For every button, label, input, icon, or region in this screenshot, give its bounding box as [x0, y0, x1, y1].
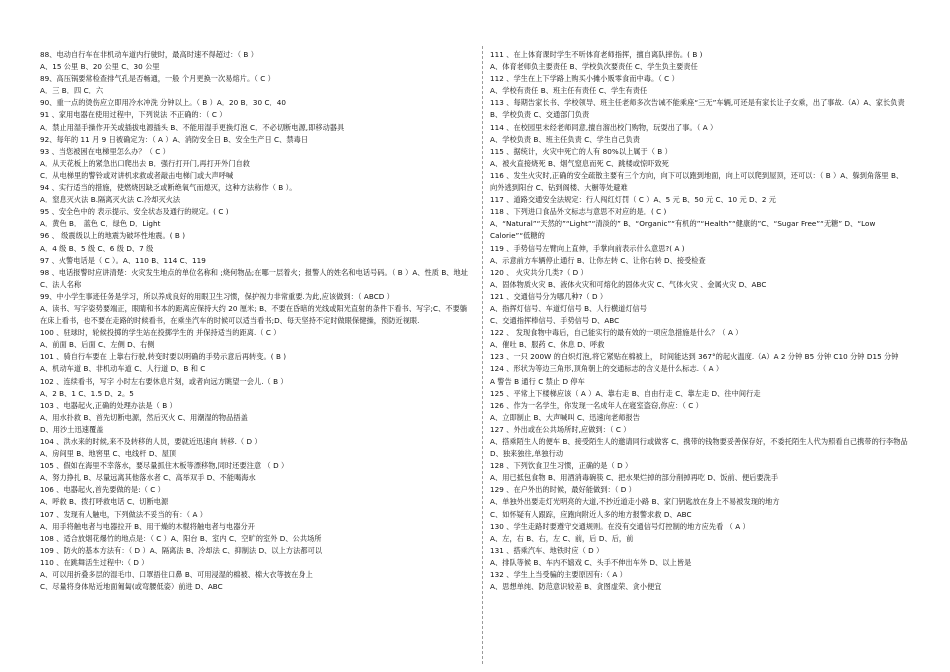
text-line: D、用沙土迅速覆盖: [40, 424, 104, 434]
text-line: A、学校有责任 B、班主任有责任 C、学生有责任: [490, 86, 648, 96]
text-line: A、体育老师负主要责任 B、学校负次要责任 C、学生负主要责任: [490, 62, 698, 72]
text-line: A、读书、写字姿势要端正，眼睛和书本的距离应保持大约 20 厘米; B、不要在昏暗的光线或阳光直射的条件下看书、写字;C、不要躺在床上看书，也不要在走路的时候看书，在乘坐汽车的时候可以适当看书;D、每天坚持不定时做眼保健操，预防近视眼.: [40, 303, 468, 326]
text-line: 116 、发生火灾时,正确的安全疏散主要有三个方向，向下可以跑到地面，向上可以爬到屋顶，还可以：（ B ）A、躲到角落里 B、向外逃到阳台 C、钻到阁楼、大橱等处避难: [490, 170, 904, 193]
column-divider: [482, 46, 483, 664]
text-line: 99、中小学生事迹任务是学习，所以养成良好的用眼卫生习惯，保护视力非常重要.为此,应该做到：（ ABCD ）: [40, 291, 394, 301]
text-line: A、15 公里 B、20 公里 C、30 公里: [40, 62, 160, 72]
text-line: 120 、 火灾共分几类?（ D ）: [490, 267, 588, 277]
text-line: 124 、形状为等边三角形,顶角朝上的交通标志的含义是什么标志.（ A ）: [490, 364, 724, 374]
text-line: 100 、驻球时，轮候投掷的学生站在投掷学生的 并保持适当的距离.（ C ）: [40, 328, 281, 338]
text-line: A、用水扑救 B、首先切断电源，然后灭火 C、用潮湿的物品捂盖: [40, 412, 248, 422]
text-line: 106 、电器起火,首先要做的是:（ C ）: [40, 485, 165, 495]
text-line: 88、电动自行车在非机动车道内行驶时，最高时速不得超过：（ B ）: [40, 50, 258, 59]
text-line: 127 、外出或在公共场所时,应做到：（ C ）: [490, 424, 631, 434]
text-line: A、呼救 B、拨打呼救电话 C、切断电源: [40, 497, 169, 507]
text-line: A、学校负责 B、班主任负责 C、学生自己负责: [490, 134, 640, 144]
text-line: A．从天花板上的紧急出口爬出去 B．强行打开门,再打开外门自救: [40, 158, 251, 168]
text-line: 101 、骑自行车要在 上靠右行驶,转变时要以明确的手势示意后再转变。( B ): [40, 352, 287, 362]
text-line: A、催吐 B、服药 C、休息 D、呼救: [490, 340, 605, 350]
text-line: 119 、手势信号左臂向上直伸，手掌向前表示什么意思?( A ): [490, 243, 685, 253]
text-line: 113 、每期告家长书、学校领导、班主任老师多次告诫不能乘座“三无”车辆,可还是有家长让子女乘，出了事故.（A）A、家长负责 B、学校负责 C、交通部门负责: [490, 98, 905, 120]
left-column: [40, 49, 472, 593]
text-line: A、用手将触电者与电器拉开 B、用干燥的木棍将触电者与电器分开: [40, 521, 255, 531]
text-line: 126 、作为一名学生，你发现一名成年人在寝室盗窃,你应：（ C ）: [490, 400, 703, 410]
text-line: A、2 B、1 C、1.5 D、2。5: [40, 388, 134, 398]
text-line: 105 、假如在海里不幸落水，要尽量抓住木板等漂移物,同时还要注意 （ D ）: [40, 461, 289, 471]
text-line: A、单独外出要走灯光明亮的大道,不抄近道走小路 B、家门钥匙放在身上不易被发现的地方: [490, 497, 780, 507]
text-line: A．黄色 B． 蓝色 C．绿色 D．Light: [40, 219, 161, 229]
text-line: 110 、在跳舞活生过程中:（ D ）: [40, 557, 149, 567]
text-line: A、固体物质火灾 B、液体火灾和可熔化的固体火灾 C、气体火灾 、金属火灾 D、ABC: [490, 279, 767, 289]
text-line: 93 、当您被困在电梯里怎么办？（ C ）: [40, 146, 170, 156]
text-line: 95 、安全色中的 表示提示、安全状态及通行的规定。( C ): [40, 207, 229, 217]
text-line: 109 、防火的基本方法有：（ D ）A、隔离法 B、冷却法 C、抑制法 D、以上方法都可以: [40, 545, 323, 555]
text-line: A、“Natural”“天然的”“Light”“清淡的” B、“Organic”“有机的”“Health”“健康的”C、“Sugar Free”“无糖” D、“Low Calorie”“低糖的: [490, 219, 876, 241]
text-line: A、前面 B、后面 C、左侧 D、右侧: [40, 340, 155, 350]
text-line: C．从电梯里的警铃或对讲机求救或者敲击电梯门或大声呼喊: [40, 170, 234, 180]
text-line: 112 、学生在上下学路上购买小摊小贩零食而中毒。（ C ）: [490, 74, 679, 84]
text-line: A、机动车道 B、非机动车道 C、人行道 D、B 和 C: [40, 364, 206, 374]
text-line: 90、重一点的烫伤应立即用冷水冲洗 分钟以上。（ B ）A．20 B．30 C．40: [40, 98, 286, 108]
text-line: A、被火直接烧死 B、烟气窒息而死 C、跳楼或惊吓致死: [490, 158, 669, 168]
text-line: 122 、 发现食物中毒后，自己能实行的最有效的一项应急措施是什么？（ A ）: [490, 328, 743, 338]
text-line: 96 、 级震级以上的地震为破坏性地震。( B ): [40, 231, 186, 241]
text-line: 102 、连续看书，写字 小时左右要休息片刻，或者向远方眺望一会儿.（ B ）: [40, 376, 288, 386]
text-line: 97 、火警电话是（ C ）。A、110 B、114 C、119: [40, 255, 206, 265]
right-column: [490, 49, 910, 593]
text-line: 108 、适合放烟花爆竹的地点是：（ C ）A、阳台 B、室内 C、空旷的室外 D、公共场所: [40, 533, 322, 543]
text-line: A、立即制止 B、大声喊叫 C、迅速向老师报告: [490, 412, 640, 422]
text-line: A、搭乘陌生人的便车 B、接受陌生人的邀请同行或做客 C、携带的钱物要妥善保存好，不委托陌生人代为照看自己携带的行李物品 D、独来独往,单独行动: [490, 437, 908, 459]
text-line: 107 、发现有人触电，下列做法不妥当的有：（ A ）: [40, 509, 207, 519]
text-line: 129 、在户外出的时候，最好能做到：（ D ）: [490, 485, 636, 495]
text-line: 132 、学生上当受骗的主要原因有:（ A ）: [490, 570, 627, 580]
text-line: 128 、下列饮食卫生习惯，正确的是（ D ）: [490, 461, 633, 471]
text-line: 89、高压锅要常检查排气孔是否畅通，一般 个月更换一次易熔片。（ C ）: [40, 74, 275, 84]
text-line: 118 、下列进口食品外文标志与意思不对应的是．( C ): [490, 207, 667, 217]
text-line: 92、每年的 11 月 9 日被确定为：（ A ）A、消防安全日 B、安全生产日 C、禁毒日: [40, 134, 309, 144]
text-line: A．窒息灭火法 B.隔离灭火法 C.冷却灭火法: [40, 195, 181, 205]
text-line: A、排队等候 B、车内不嬉戏 C、头手不伸出车外 D、以上皆是: [490, 557, 692, 567]
text-line: 121 、交通信号分为哪几种?（ D ）: [490, 291, 608, 301]
text-line: A、示意前方车辆停止通行 B、让你左转 C、让你右转 D、接受检查: [490, 255, 706, 265]
text-line: A 警告 B 通行 C 禁止 D 停车: [490, 376, 585, 386]
text-line: A、房间里 B、地窖里 C、电线杆 D、屋顶: [40, 449, 177, 459]
text-line: 123 、一只 200W 的白炽灯泡,将它紧贴在棉被上， 时间能达到 367°的起火温度.（A）A 2 分钟 B5 分钟 C10 分钟 D15 分钟: [490, 352, 899, 362]
text-line: 111 、在上体育课时学生不听体育老师指挥，擅自离队摔伤。( B ): [490, 50, 703, 59]
text-line: 130 、学生走路时要遵守交通规则。在没有交通信号灯控制的地方应先看 （ A ）: [490, 521, 750, 531]
text-line: A、努力挣扎 B、尽量远离其他落水者 C、高举双手 D、不能喝海水: [40, 473, 256, 483]
text-line: A、可以用折叠多层的湿毛巾、口罩捂住口鼻 B、可用浸湿的棉被、棉大衣等披在身上: [40, 570, 313, 580]
text-line: A、左，右 B、右，左 C、前，后 D、后，前: [490, 533, 634, 543]
text-line: 115 、据统计，火灾中死亡的人有 80%以上属于（ B ）: [490, 146, 672, 156]
text-line: A．禁止用湿手操作开关或插拔电源插头 B、不能用湿手更换灯泡 C．不必切断电源,即移动器具: [40, 122, 345, 132]
text-line: C、尽量将身体贴近地面匍匐(或弯腰低姿）前进 D、ABC: [40, 582, 223, 592]
text-line: 94 、实行适当的措施，使燃烧因缺乏或断绝氧气而熄灭，这种方法称作（ B ）。: [40, 183, 297, 193]
text-line: 117 、道路交通安全法规定：行人闯红灯罚（ C ）A、5 元 B、50 元 C、10 元 D、2 元: [490, 195, 777, 205]
text-line: A、思想单纯、防范意识较差 B、贪图虚荣、贪小便宜: [490, 582, 662, 592]
text-line: 114 、在校园里未经老师同意,擅自溜出校门购物，玩耍出了事。（ A ）: [490, 122, 718, 132]
text-line: 91 、家用电器在使用过程中，下列说法 不正确的：（ C ）: [40, 110, 227, 120]
text-line: C、如怀疑有人跟踪，应跑向附近人多的地方报警求救 D、ABC: [490, 509, 692, 519]
text-line: 131 、搭乘汽车、地铁时应（ D ）: [490, 545, 604, 555]
text-line: 98 、电话报警时应讲清楚：火灾发生地点的单位名称和 ;烧何物品;在哪一层着火；报警人的姓名和电话号码。（ B ）A、性质 B、地址 C、法人名称: [40, 267, 469, 289]
text-line: 104 、洪水来的时候,来不及转移的人员，要就近迅速向 转移.（ D ）: [40, 437, 262, 446]
text-line: A、指挥灯信号、车道灯信号 B、人行横道灯信号: [490, 303, 648, 313]
text-line: 103 、电器起火,正确的处理办法是（ B ）: [40, 400, 177, 410]
text-line: 125 、平常上下楼梯应该（ A ）A、靠右走 B、自由行走 C、靠左走 D、往中间行走: [490, 388, 761, 398]
text-line: A、用已抵包食物 B、用酒消毒碗筷 C、把水果烂掉的部分削掉再吃 D、饭前、便后要洗手: [490, 473, 779, 483]
text-line: A．4 级 B、5 级 C、6 级 D、7 级: [40, 243, 154, 253]
text-line: C、交通指挥棒信号、手势信号 D、ABC: [490, 316, 620, 326]
text-line: A．三 B．四 C．六: [40, 86, 104, 96]
